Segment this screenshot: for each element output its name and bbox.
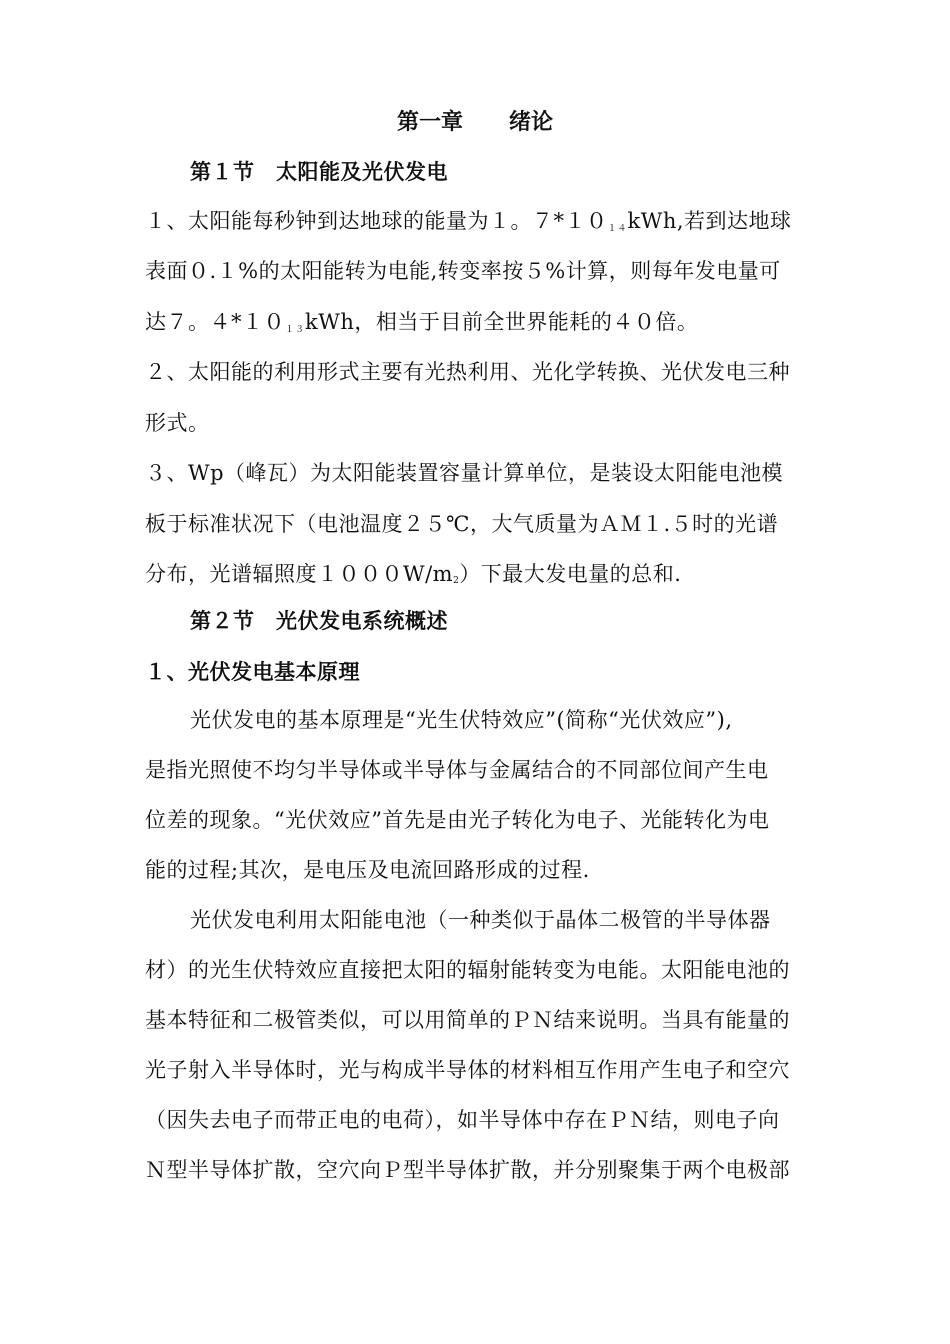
item-1-line-3 [145, 308, 825, 344]
item-1-line-3-text: 达７。４*１０ [145, 310, 285, 334]
item-1-line-1-text: １、太阳能每秒钟到达地球的能量为１。７*１０ [145, 209, 608, 233]
item-3-line-1: ３、Wp（峰瓦）为太阳能装置容量计算单位，是装设太阳能电池模 [145, 461, 784, 485]
para-2-line-2: 材）的光生伏特效应直接把太阳的辐射能转变为电能。太阳能电池的 [145, 958, 790, 982]
para-2-line-3: 基本特征和二极管类似，可以用简单的ＰＮ结来说明。当具有能量的 [145, 1008, 790, 1032]
para-1-line-1: 光伏发电的基本原理是“光生伏特效应”(简称“光伏效应”), [190, 708, 733, 732]
para-2-line-4: 光子射入半导体时，光与构成半导体的材料相互作用产生电子和空穴 [145, 1058, 790, 1082]
chapter-title [0, 108, 950, 136]
para-1-line-4: 能的过程;其次，是电压及电流回路形成的过程. [145, 858, 590, 882]
para-2-line-5: （因失去电子而带正电的电荷），如半导体中存在ＰＮ结，则电子向 [145, 1108, 780, 1132]
exponent-2: 2 [453, 576, 460, 586]
para-1-line-3: 位差的现象。“光伏效应”首先是由光子转化为电子、光能转化为电 [145, 808, 770, 832]
item-1-line-3-rest: kWh，相当于目前全世界能耗的４０倍。 [305, 310, 699, 334]
item-1-line-1 [145, 207, 825, 243]
item-3-line-3-rest: ）下最大发电量的总和. [459, 562, 682, 586]
subsection-1-heading: １、光伏发电基本原理 [145, 659, 360, 684]
item-1-line-1-unit: kWh,若到达地球 [627, 209, 792, 233]
item-2-line-1: ２、太阳能的利用形式主要有光热利用、光化学转换、光伏发电三种 [145, 360, 790, 384]
item-2-line-2: 形式。 [145, 411, 210, 435]
para-2-line-6: Ｎ型半导体扩散，空穴向Ｐ型半导体扩散，并分别聚集于两个电极部 [145, 1158, 790, 1182]
exponent-14: １４ [607, 224, 628, 234]
exponent-13: １３ [285, 325, 306, 335]
item-1-line-2: 表面０.１%的太阳能转为电能,转变率按５%计算，则每年发电量可 [145, 259, 781, 283]
item-3-line-2: 板于标准状况下（电池温度２５℃，大气质量为ＡＭ１.５时的光谱 [145, 512, 779, 536]
section-2-heading: 第２节 光伏发电系统概述 [190, 608, 448, 633]
section-1-heading: 第１节 太阳能及光伏发电 [190, 159, 448, 184]
chapter-name: 绪论 [509, 109, 554, 135]
para-2-line-1: 光伏发电利用太阳能电池（一种类似于晶体二极管的半导体器 [190, 908, 771, 932]
para-1-line-2: 是指光照使不均匀半导体或半导体与金属结合的不同部位间产生电 [145, 758, 769, 782]
chapter-number: 第一章 [396, 109, 463, 135]
item-3-line-3-text: 分布，光谱辐照度１０００W/m [145, 562, 454, 586]
item-3-line-3 [145, 560, 825, 595]
